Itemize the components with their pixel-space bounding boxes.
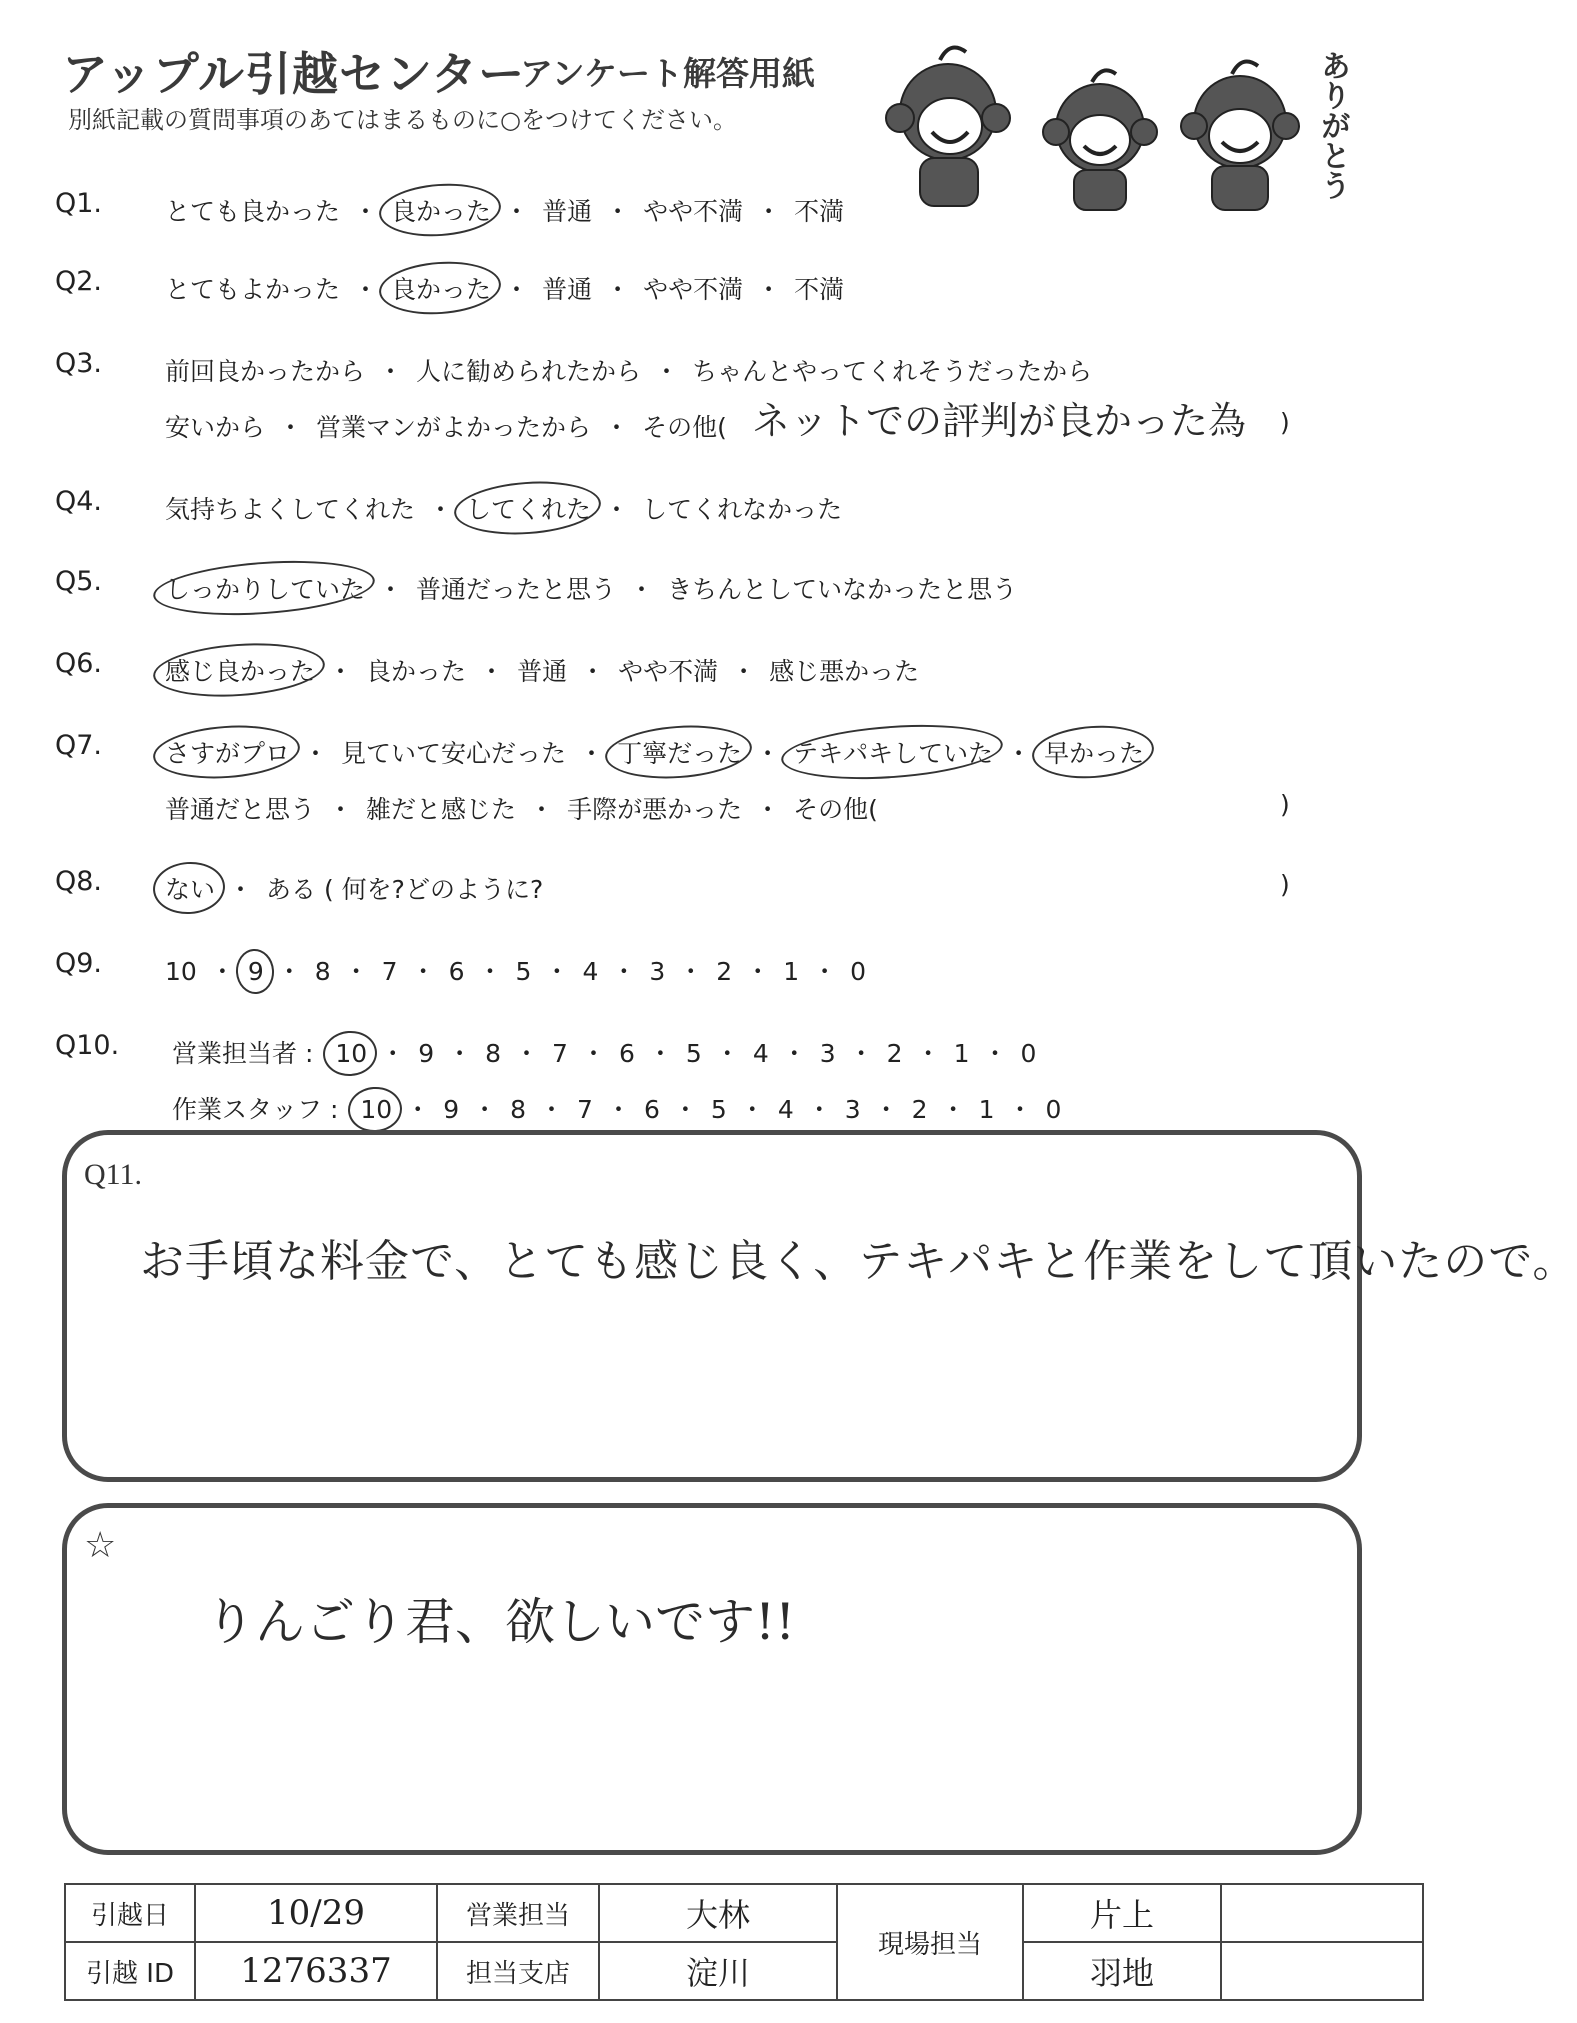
option-separator: ・ xyxy=(278,413,304,442)
option-circled: 9 xyxy=(247,957,264,986)
question-options-row xyxy=(165,952,866,988)
option: 7 xyxy=(552,1039,568,1068)
option: 5 xyxy=(515,957,532,986)
option: 5 xyxy=(710,1095,727,1124)
option: 感じ悪かった xyxy=(769,657,920,686)
thanks-text: ありがとう xyxy=(1315,50,1350,200)
option-separator: ・ xyxy=(380,1039,406,1068)
question-options-row xyxy=(165,734,1144,770)
option-separator: ・ xyxy=(579,739,605,768)
company-title: アップル引越センター xyxy=(62,47,526,101)
option: 前回良かったから xyxy=(165,357,366,386)
option-separator: ・ xyxy=(276,957,302,986)
option: 普通 xyxy=(542,197,593,226)
option-separator: ・ xyxy=(848,1039,874,1068)
q11-handwritten-answer: お手頃な料金で、とても感じ良く、テキパキと作業をして頂いたので。 xyxy=(140,1236,1577,1287)
option-separator: ・ xyxy=(611,957,637,986)
option-separator: ・ xyxy=(405,1095,431,1124)
move-id-value: 1276337 xyxy=(195,1942,437,2000)
option: 0 xyxy=(1045,1095,1062,1124)
footer-info-table xyxy=(64,1883,1424,2001)
option: その他( xyxy=(642,413,727,442)
option: とてもよかった xyxy=(165,275,341,304)
option-separator: ・ xyxy=(756,275,782,304)
question-options-row xyxy=(165,270,844,306)
option-separator: ・ xyxy=(504,197,530,226)
option-separator: ・ xyxy=(678,957,704,986)
option: 雑だと感じた xyxy=(366,795,517,824)
blank-cell-1 xyxy=(1221,1884,1423,1942)
option-circled: ない xyxy=(165,870,215,906)
option-separator: ・ xyxy=(605,1095,631,1124)
option: 安いから xyxy=(165,413,266,442)
option: やや不満 xyxy=(618,657,719,686)
q11-label: Q11. xyxy=(84,1158,143,1191)
option: 8 xyxy=(485,1039,502,1068)
question-label: Q10. xyxy=(55,1030,120,1061)
option-separator: ・ xyxy=(410,957,436,986)
option: 2 xyxy=(716,957,733,986)
sales-value: 大林 xyxy=(599,1884,837,1942)
option-separator: ・ xyxy=(428,495,454,524)
option: 営業マンがよかったから xyxy=(316,413,592,442)
option: 4 xyxy=(777,1095,794,1124)
option: 不満 xyxy=(794,197,845,226)
option-separator: ・ xyxy=(647,1039,673,1068)
option-circled: してくれた xyxy=(466,490,591,526)
question-label: Q5. xyxy=(55,566,103,597)
instruction-text: 別紙記載の質問事項のあてはまるものに○をつけてください。 xyxy=(68,106,737,134)
option-separator: ・ xyxy=(472,1095,498,1124)
option-separator: ・ xyxy=(378,575,404,604)
option: 9 xyxy=(443,1095,460,1124)
option: 0 xyxy=(1020,1039,1037,1068)
option-separator: ・ xyxy=(343,957,369,986)
option-separator: ・ xyxy=(629,575,655,604)
sales-label: 営業担当 xyxy=(437,1884,599,1942)
option-separator: ・ xyxy=(514,1039,540,1068)
option: 3 xyxy=(819,1039,836,1068)
option-separator: ・ xyxy=(544,957,570,986)
option-separator: ・ xyxy=(806,1095,832,1124)
question-label: Q4. xyxy=(55,486,103,517)
option-separator: ・ xyxy=(604,495,630,524)
question-options-row xyxy=(165,870,543,906)
option: ある ( 何を?どのように? xyxy=(266,875,544,904)
option-circled: しっかりしていた xyxy=(165,570,365,606)
option-separator: ・ xyxy=(605,275,631,304)
star-label: ☆ xyxy=(84,1525,117,1565)
option: 気持ちよくしてくれた xyxy=(165,495,416,524)
option-separator: ・ xyxy=(539,1095,565,1124)
option-separator: ・ xyxy=(580,657,606,686)
closing-paren: ) xyxy=(1280,870,1290,899)
question-options-row xyxy=(172,1090,1061,1126)
option-separator: ・ xyxy=(873,1095,899,1124)
option-separator: ・ xyxy=(781,1039,807,1068)
q3-other-handwritten: ネットでの評判が良かった為 xyxy=(752,399,1247,443)
option-separator: ・ xyxy=(739,1095,765,1124)
question-options-row xyxy=(165,192,844,228)
move-date-label: 引越日 xyxy=(65,1884,195,1942)
option: 3 xyxy=(649,957,666,986)
option-separator: ・ xyxy=(982,1039,1008,1068)
question-label: Q3. xyxy=(55,348,103,379)
question-label: Q7. xyxy=(55,730,103,761)
option: してくれなかった xyxy=(642,495,843,524)
option: 4 xyxy=(752,1039,769,1068)
site-staff-1: 片上 xyxy=(1023,1884,1221,1942)
option-separator: ・ xyxy=(915,1039,941,1068)
option-circled: 感じ良かった xyxy=(165,652,315,688)
form-subtitle: アンケート解答用紙 xyxy=(520,54,816,93)
option-circled: テキパキしていた xyxy=(793,734,993,770)
option-circled: 早かった xyxy=(1044,734,1144,770)
option: 手際が悪かった xyxy=(567,795,743,824)
option-separator: ・ xyxy=(755,739,781,768)
option-circled: 10 xyxy=(360,1095,393,1124)
option: 1 xyxy=(978,1095,995,1124)
option-separator: ・ xyxy=(714,1039,740,1068)
branch-label: 担当支店 xyxy=(437,1942,599,2000)
option: 見ていて安心だった xyxy=(341,739,567,768)
option-separator: ・ xyxy=(447,1039,473,1068)
q11-answer-box xyxy=(62,1130,1362,1482)
option: 2 xyxy=(911,1095,928,1124)
closing-paren: ) xyxy=(1280,408,1290,437)
option-separator: ・ xyxy=(731,657,757,686)
option: 3 xyxy=(844,1095,861,1124)
question-options-row xyxy=(165,352,1092,388)
option-separator: ・ xyxy=(812,957,838,986)
option-separator: ・ xyxy=(477,957,503,986)
option: 5 xyxy=(685,1039,702,1068)
option-separator: ・ xyxy=(378,357,404,386)
question-options-row xyxy=(165,490,842,526)
option: 6 xyxy=(618,1039,635,1068)
option-separator: ・ xyxy=(745,957,771,986)
option: 7 xyxy=(381,957,398,986)
option: 2 xyxy=(886,1039,903,1068)
option: 6 xyxy=(448,957,465,986)
move-id-label: 引越 ID xyxy=(65,1942,195,2000)
option: やや不満 xyxy=(643,275,744,304)
option-separator: ・ xyxy=(580,1039,606,1068)
site-staff-label: 現場担当 xyxy=(837,1884,1023,2000)
option: ちゃんとやってくれそうだったから xyxy=(692,357,1093,386)
option-separator: ・ xyxy=(209,957,235,986)
option-separator: ・ xyxy=(604,413,630,442)
option: 10 xyxy=(165,957,197,986)
question-options-row xyxy=(165,652,919,688)
option: やや不満 xyxy=(643,197,744,226)
question-label: Q9. xyxy=(55,948,103,979)
option: その他( xyxy=(793,795,878,824)
option-circled: 良かった xyxy=(391,192,491,228)
option-circled: さすがプロ xyxy=(165,734,290,770)
option-separator: ・ xyxy=(328,795,354,824)
option-separator: ・ xyxy=(529,795,555,824)
option: 人に勧められたから xyxy=(416,357,642,386)
question-label: Q2. xyxy=(55,266,103,297)
option: 普通 xyxy=(517,657,568,686)
question-options-row xyxy=(165,570,1017,606)
option: 良かった xyxy=(366,657,467,686)
question-label: Q6. xyxy=(55,648,103,679)
option: 6 xyxy=(643,1095,660,1124)
option-separator: ・ xyxy=(1006,739,1032,768)
option-separator: ・ xyxy=(228,875,254,904)
option-separator: ・ xyxy=(756,197,782,226)
option: 普通 xyxy=(542,275,593,304)
question-options-row xyxy=(172,1034,1036,1070)
rating-target-label: 営業担当者 : xyxy=(172,1039,314,1068)
option-separator: ・ xyxy=(940,1095,966,1124)
option-separator: ・ xyxy=(755,795,781,824)
option: 不満 xyxy=(794,275,845,304)
rating-target-label: 作業スタッフ : xyxy=(172,1095,339,1124)
question-options-row xyxy=(165,408,727,444)
option-separator: ・ xyxy=(353,197,379,226)
option-separator: ・ xyxy=(672,1095,698,1124)
option-separator: ・ xyxy=(479,657,505,686)
branch-value: 淀川 xyxy=(599,1942,837,2000)
option: とても良かった xyxy=(165,197,341,226)
option-separator: ・ xyxy=(504,275,530,304)
option: 1 xyxy=(783,957,800,986)
option: 普通だと思う xyxy=(165,795,316,824)
option-separator: ・ xyxy=(654,357,680,386)
option: 0 xyxy=(850,957,867,986)
option: きちんとしていなかったと思う xyxy=(667,575,1018,604)
option-separator: ・ xyxy=(605,197,631,226)
option: 普通だったと思う xyxy=(416,575,617,604)
option-separator: ・ xyxy=(303,739,329,768)
question-label: Q8. xyxy=(55,866,103,897)
site-staff-2: 羽地 xyxy=(1023,1942,1221,2000)
option: 8 xyxy=(510,1095,527,1124)
option-circled: 10 xyxy=(335,1039,368,1068)
option: 9 xyxy=(418,1039,435,1068)
option-separator: ・ xyxy=(1007,1095,1033,1124)
monkey-mascot-icon xyxy=(870,40,1350,215)
closing-paren: ) xyxy=(1280,790,1290,819)
question-label: Q1. xyxy=(55,188,103,219)
option-circled: 良かった xyxy=(391,270,491,306)
option: 4 xyxy=(582,957,599,986)
mascot-illustration xyxy=(870,40,1350,215)
comment-box xyxy=(62,1503,1362,1855)
comment-handwritten-answer: りんごり君、欲しいです!! xyxy=(205,1593,796,1651)
option-circled: 丁寧だった xyxy=(617,734,742,770)
option-separator: ・ xyxy=(328,657,354,686)
move-date-value: 10/29 xyxy=(195,1884,437,1942)
option-separator: ・ xyxy=(353,275,379,304)
question-options-row xyxy=(165,790,878,826)
option: 8 xyxy=(314,957,331,986)
option: 1 xyxy=(953,1039,970,1068)
option: 7 xyxy=(577,1095,593,1124)
blank-cell-2 xyxy=(1221,1942,1423,2000)
